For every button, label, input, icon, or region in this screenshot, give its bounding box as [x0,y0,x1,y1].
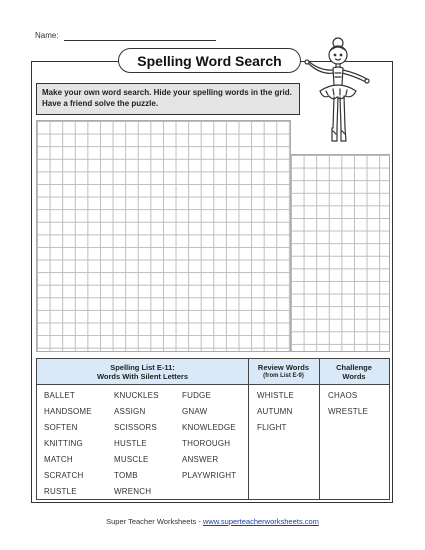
review-word: WHISTLE [257,391,294,400]
column-divider [319,359,320,499]
spelling-word: MUSCLE [114,455,149,464]
spelling-list-title: Spelling List E-11: [110,362,175,372]
word-list-table [36,358,390,500]
review-words-header [248,359,319,385]
ballerina-illustration [300,33,372,153]
spelling-word: MATCH [44,455,73,464]
review-word: AUTUMN [257,407,293,416]
footer-link[interactable]: www.superteacherworksheets.com [202,517,319,526]
spelling-word: RUSTLE [44,487,77,496]
challenge-words-title: Challenge [336,362,372,372]
review-word: FLIGHT [257,423,287,432]
spelling-word: THOROUGH [182,439,231,448]
column-divider [248,359,249,499]
spelling-word: BALLET [44,391,75,400]
spelling-word: KNOWLEDGE [182,423,236,432]
spelling-list-header [37,359,248,385]
challenge-words-header [319,359,389,385]
spelling-word: SCISSORS [114,423,157,432]
spelling-word: PLAYWRIGHT [182,471,237,480]
challenge-word: CHAOS [328,391,358,400]
review-words-title: Review Words [257,363,310,372]
worksheet-title: Spelling Word Search [118,48,301,73]
name-label: Name: [35,31,59,40]
review-words-subtitle: (from List E-9) [263,373,304,379]
spelling-word: HUSTLE [114,439,147,448]
spelling-word: ANSWER [182,455,219,464]
name-line[interactable] [64,40,216,41]
word-search-grid-extension[interactable] [290,154,390,352]
word-search-grid[interactable] [36,120,291,352]
spelling-word: KNITTING [44,439,83,448]
spelling-word: WRENCH [114,487,152,496]
challenge-words-subtitle: Words [342,371,366,381]
spelling-word: TOMB [114,471,138,480]
spelling-word: SCRATCH [44,471,84,480]
spelling-word: HANDSOME [44,407,92,416]
footer [0,517,425,526]
spelling-word: GNAW [182,407,208,416]
spelling-word: ASSIGN [114,407,146,416]
spelling-word: SOFTEN [44,423,78,432]
spelling-word: KNUCKLES [114,391,159,400]
challenge-word: WRESTLE [328,407,369,416]
spelling-list-subtitle: Words With Silent Letters [96,371,189,381]
footer-text: Super Teacher Worksheets - [106,517,203,526]
instructions-box: Make your own word search. Hide your spelling words in the grid. Have a friend solve the puzzle. [36,83,300,115]
spelling-word: FUDGE [182,391,211,400]
